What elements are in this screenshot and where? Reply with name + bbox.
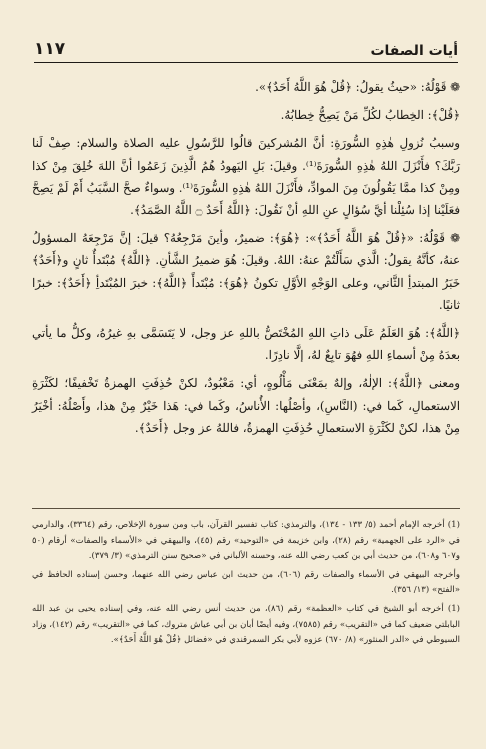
chapter-title: أيات الصفات [370,43,458,59]
paragraph-3: وسببُ نُزولِ هٰذِهِ السُّورَةِ: أنَّ المُشركينَ قالُوا للرَّسُولِ عليه الصلاة والسلام: صِفْ لَنا رَبَّكَ؟ فأَنْزَلَ اللهُ هٰذِهِ السُّورَةَ⁽¹⁾. وقيلَ: بَلِ اليَهودُ هُمُ الَّذِينَ زَعَمُوا أنَّ اللهَ خُلِقَ مِنْ كذا ومِنْ كذا ممَّا يَقُولُونَ مِنَ الموادِّ، فأَنْزَلَ اللهُ هٰذِهِ السُّورَةَ⁽¹⁾. وسواءٌ صحَّ السَّبَبُ أَمْ لَمْ يَصِحَّ فعَلَيْنا إذا سُئِلْنا أيَّ سُؤالٍ عنِ اللهِ أنْ نَقُولَ: ﴿اللَّهُ أَحَدٌ ۝ اللَّهُ الصَّمَدُ﴾. [32,136,460,218]
paragraph-1: ❁ قَوْلُهُ: «حيثُ يقولُ: ﴿قُلْ هُوَ اللَّهُ أَحَدٌ﴾». [255,80,460,94]
running-header [34,36,458,63]
paragraph-2: ﴿قُلْ﴾: الخِطابُ لكُلِّ مَنْ يَصِحُّ خِطابُهُ. [280,108,460,123]
footnote-1: (1) أخرجه الإمام أحمد (٥/ ١٣٣ - ١٣٤)، والترمذي: كتاب تفسير القرآن، باب ومن سورة الإخلاص، رقم (٣٣٦٤)، والدارمي في «الرد على الجهمية» رقم (٢٨)، وابن خزيمة في «التوحيد» رقم (٤٥)، والبيهقي في «الأسماء والصفات» أرقام (٥٠ و٦٠٧ و٦٠٨)، من حديث أبي بن كعب رضي الله عنه، وحسنه الألباني في «صحيح سنن الترمذي» (٣/ ٣٧٩). [32,520,460,562]
paragraph-4: ❁ قَوْلُهُ: «﴿قُلْ هُوَ اللَّهُ أَحَدٌ﴾»: ﴿هُوَ﴾: ضميرٌ، وأينَ مَرْجِعُهُ؟ قيلَ: إنَّ مَرْجِعَهُ المسؤولُ عنهُ، كأنَّهُ يقولُ: الَّذي سَأَلْتُمْ عنهُ: اللهُ. وقيلَ: هُوَ ضميرُ الشَّأنِ. ﴿اللَّهُ﴾ مُبْتَدأٌ ثانٍ و﴿أَحَدٌ﴾ خَبَرُ المبتدأِ الثَّاني، وعلى الوَجْهِ الأوَّلِ تكونُ ﴿هُوَ﴾: مُبْتَدأً ﴿اللَّهُ﴾: خبرَ المُبْتَدأِ ﴿أَحَدٌ﴾: خبرًا ثانيًا. [32,231,460,312]
paragraph-6: ومعنى ﴿اللَّهُ﴾: الإلٰهُ، وإلهٌ بمَعْنَى مَأْلُوهٍ، أي: مَعْبُودٌ، لكنْ حُذِفَتِ الهمزةُ تَخْفيفًا؛ لكَثْرَةِ الاستعمالِ، كَما في: (النَّاسِ)، وأصْلُها: الأُناسُ، وكَما في: هَذا خَيْرٌ مِنْ هذا، وأَصْلُهُ: أخْيَرُ مِنْ هذا، لكنْ لكَثْرَةِ الاستعمالِ حُذِفَتِ الهمزةُ، فاللهُ عز وجل ﴿أَحَدٌ﴾. [32,376,460,435]
footnote-1-continued: وأخرجه البيهقي في الأسماء والصفات رقم (٦٠٦)، من حديث ابن عباس رضي الله عنهما، وحسن إسناده الحافظ في «الفتح» (١٣/ ٣٥٦). [32,569,460,596]
footnotes [32,518,460,652]
page-number: ١١٧ [34,39,66,59]
footnote-separator [32,508,460,509]
main-text [32,76,460,445]
paragraph-5: ﴿اللَّهُ﴾: هُوَ العَلَمُ عَلَى ذاتِ اللهِ المُخْتَصُّ باللهِ عز وجل، لا يَتَسَمَّى بهِ غيرُهُ، وكلُّ ما يأتي بعدَهُ مِنْ أسماءِ اللهِ فهُوَ تابِعٌ لهُ، إلَّا نادِرًا. [32,326,460,363]
footnote-2: (1) أخرجه أبو الشيخ في كتاب «العظمة» رقم (٨٦)، من حديث أنس رضي الله عنه، وفي إسناده يحيى بن عبد الله البابلتي ضعيف كما في «التقريب» رقم (٧٥٨٥)، وفيه أيضًا أبان بن أبي عياش متروك، كما في «التقريب» رقم (١٤٢)، وزاد السيوطي في «الدر المنثور» (٨/ ٦٧٠) عزوه لأبي بكر السمرقندي في «فضائل ﴿قُلْ هُوَ اللَّهُ أَحَدٌ﴾». [32,603,461,646]
